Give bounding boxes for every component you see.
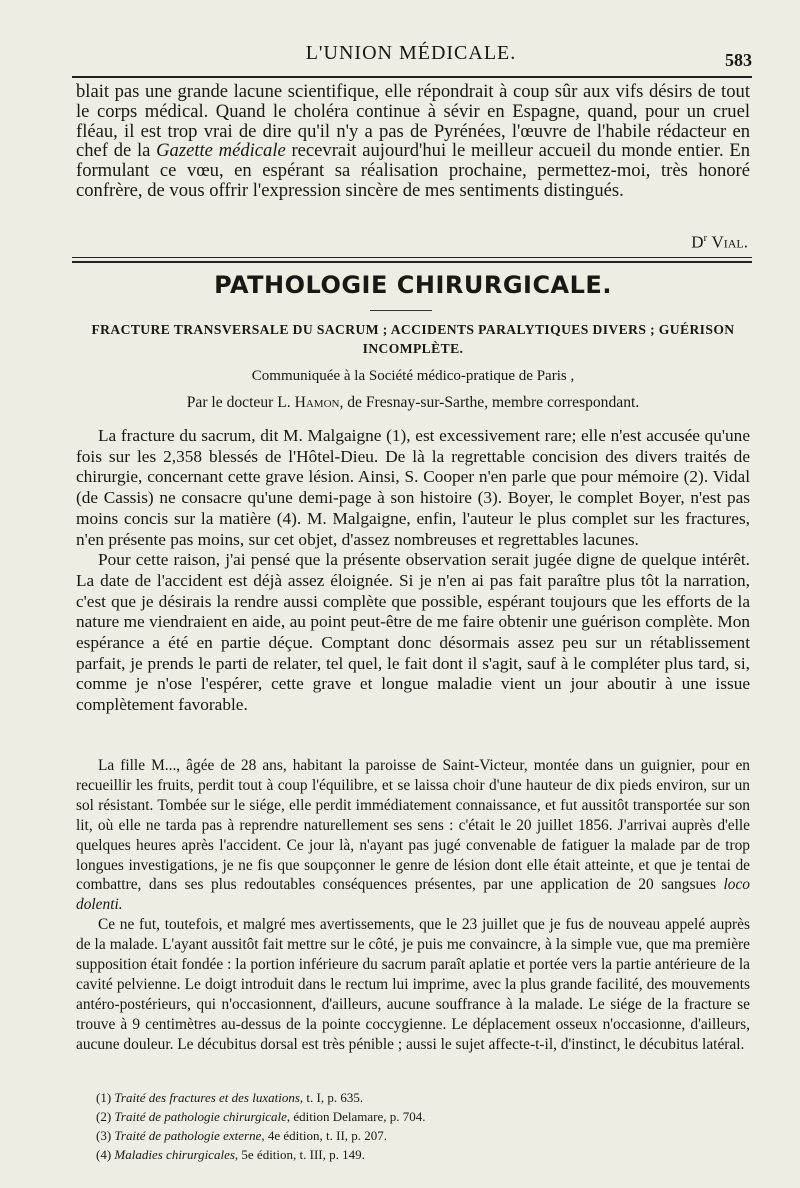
footnote-title: Traité de pathologie chirurgicale: [114, 1109, 287, 1124]
author-name: Hamon: [294, 394, 340, 411]
title-underline: [370, 310, 432, 311]
case-paragraph-1-text: La fille M..., âgée de 28 ans, habitant la paroisse de Saint-Victeur, montée dans un guignier, pour en recueillir les fruits, perdit tout à coup l'équilibre, et se laissa choir d'une hauteur de dix pieds environ, sur un sol résistant. Tombée sur le siége, elle perdit immédiatement connaissance, et fut aussitôt transportée sur son lit, où elle ne tarda pas à reprendre naturellement ses sens : c'était le 20 juillet 1856. J'arrivai auprès d'elle quelques heures après l'accident. Ce jour là, n'ayant pas jugé convenable de fatiguer la malade par de trop longues investigations, je ne fis que soupçonner le genre de lésion dont elle était atteinte, et que je tentai de combattre, dans ses plus redoutables conséquences présentes, par une application de 20 sangsues: [76, 757, 750, 894]
signature-sup: r: [703, 232, 708, 244]
header-rule: [72, 76, 752, 78]
signature-name: Vial.: [711, 232, 748, 252]
section-rule-top: [72, 257, 752, 258]
running-title: L'UNION MÉDICALE.: [305, 42, 517, 64]
intro-text-1: blait pas une grande lacune scientifique, elle répondrait à coup sûr aux vifs désirs de tout le corps médical. Quand le choléra continue à sévir en Espagne, quand, pour un cruel fléau, il est trop vrai de dire qu'il n'y a pas de Pyrénées, l'œuvre de l'habile rédacteur en chef de la: [76, 81, 750, 162]
footnote-title: Traité de pathologie externe: [114, 1128, 262, 1143]
footnote-title: Maladies chirurgicales: [114, 1147, 235, 1162]
case-body: [76, 756, 750, 1055]
footnote-number: (2): [96, 1109, 112, 1124]
page-number: 583: [725, 50, 752, 70]
intro-text-2: recevrait aujourd'hui le meilleur accueil du monde entier. En formulant ce vœu, en espérant sa réalisation prochaine, permettez-moi, très honoré confrère, de vous offrir l'expression sincère de mes sentiments distingués.: [76, 140, 750, 201]
footnote: [96, 1088, 750, 1107]
journal-title: Gazette médicale: [156, 140, 286, 162]
footnote-rest: , t. I, p. 635.: [299, 1090, 364, 1105]
footnote-rest: , 5e édition, t. III, p. 149.: [234, 1147, 365, 1162]
footnote-rest: , 4e édition, t. II, p. 207.: [261, 1128, 388, 1143]
article-title: FRACTURE TRANSVERSALE DU SACRUM ; ACCIDENTS PARALYTIQUES DIVERS ; GUÉRISON INCOMPLÈTE.: [91, 322, 735, 356]
communicated-line: Communiquée à la Société médico-pratique de Paris ,: [251, 368, 575, 384]
author-line: [76, 394, 750, 412]
footnote-rest: , édition Delamare, p. 704.: [286, 1109, 426, 1124]
footnote-title: Traité des fractures et des luxations: [114, 1090, 300, 1105]
case-paragraph-2: Ce ne fut, toutefois, et malgré mes avertissements, que le 23 juillet que je fus de nouveau appelé auprès de la malade. L'ayant aussitôt fait mettre sur le côté, je puis me convaincre, à la simple vue, que ma première supposition était fondée : la portion inférieure du sacrum paraît aplatie et portée vers la partie antérieure de la cavité pelvienne. Le doigt introduit dans le rectum lui imprime, avec la plus grande facilité, des mouvements antéro-postérieurs, qui n'occasionnent, d'ailleurs, aucune souffrance à la malade. Le siége de la fracture se trouve à 9 centimètres au-dessus de la pointe coccygienne. Le déplacement osseux n'occasionne, d'ailleurs, aucune douleur. Le décubitus dorsal est très pénible ; aussi le sujet affecte-t-il, d'instinct, le décubitus latéral.: [76, 916, 750, 1053]
footnotes: [96, 1088, 750, 1164]
footnote: [96, 1145, 750, 1164]
signature: [691, 232, 748, 253]
footnote: [96, 1107, 750, 1126]
section-rule-bottom: [72, 261, 752, 263]
signature-prefix: D: [691, 232, 704, 252]
author-suffix: , de Fresnay-sur-Sarthe, membre correspondant.: [339, 394, 640, 411]
footnote: [96, 1126, 750, 1145]
case-paragraph-1: [76, 756, 750, 915]
loco-dolenti: loco dolenti.: [76, 876, 750, 914]
section-title: PATHOLOGIE CHIRURGICALE.: [214, 271, 612, 299]
article-paragraph-1: La fracture du sacrum, dit M. Malgaigne (1), est excessivement rare; elle n'est accusée qu'une fois sur les 2,358 blessés de l'Hôtel-Dieu. De là la regrettable concision des divers traités de chirurgie, concernant cette grave lésion. Ainsi, S. Cooper n'en parle que pour mémoire (2). Vidal (de Cassis) ne consacre qu'une demi-page à son histoire (3). Boyer, le complet Boyer, n'est pas moins concis sur la matière (4). M. Malgaigne, enfin, l'auteur le plus complet sur les fractures, n'en présente pas moins, sur cet objet, d'assez nombreuses et regrettables lacunes.: [76, 426, 750, 549]
footnote-number: (4): [96, 1147, 112, 1162]
intro-paragraph: [76, 82, 750, 201]
footnote-number: (3): [96, 1128, 112, 1143]
author-prefix: Par le docteur L.: [186, 394, 295, 411]
page-header: [70, 38, 752, 70]
article-body: [76, 426, 750, 716]
article-paragraph-2: Pour cette raison, j'ai pensé que la présente observation serait jugée digne de quelque intérêt. La date de l'accident est déjà assez éloignée. Si je n'en ai pas fait paraître plus tôt la narration, c'est que je désirais la rendre aussi complète que possible, espérant toujours que les efforts de la nature me viendraient en aide, au point peut-être de me faire obtenir une guérison complète. Mon espérance a été en partie déçue. Comptant donc désormais assez peu sur un rétablissement parfait, je prends le parti de relater, tel quel, le fait dont il s'agit, sauf à le compléter plus tard, si, comme je n'ose l'espérer, cette grave et longue maladie vient un jour aboutir à une issue complètement favorable.: [76, 550, 750, 715]
footnote-number: (1): [96, 1090, 112, 1105]
